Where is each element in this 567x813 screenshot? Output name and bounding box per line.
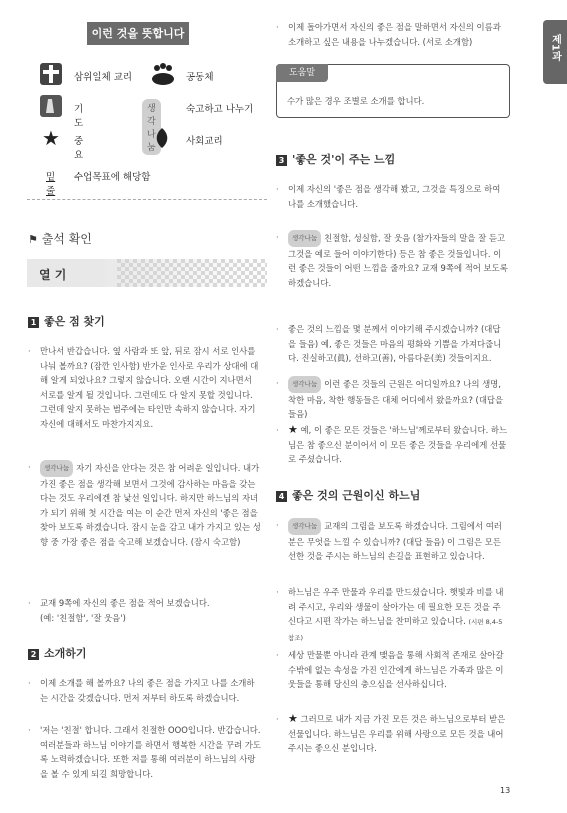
opening-bar [27, 259, 267, 287]
divider [27, 199, 267, 200]
paragraph: · ★ 예, 이 좋은 모든 것들은 '하느님'께로부터 왔습니다. 하느님은 참 좋으신 분이어서 이 모든 좋은 것들을 우리에게 선물로 주셨습니다. [288, 423, 508, 467]
think-share-tag: 생각나눔 [288, 376, 321, 393]
paragraph: · 생각나눔 교재의 그림을 보도록 하겠습니다. 그림에서 여러분은 무엇을 느낄 수 있습니까? (대답 들음) 이 그림은 모든 선한 것을 주시는 하느님의 손길을 표현하고 있습니다. [288, 518, 508, 564]
paragraph: · ★ 그러므로 내가 지금 가진 모든 것은 하느님으로부터 받은 선물입니다. 하느님은 우리를 위해 사랑으로 모든 것을 내어 주시는 좋으신 분입니다. [288, 712, 508, 756]
paragraph: · 세상 만물뿐 아니라 관계 맺음을 통해 사회적 존재로 살아갈 수밖에 없는 속성을 가진 인간에게 하느님은 가족과 많은 이웃들을 통해 당신의 충으심을 선사하십니다. [288, 648, 508, 692]
flag-icon: ⚑ [28, 233, 38, 246]
legend-label: 기도 [74, 104, 84, 129]
star-icon: ★ [42, 126, 60, 150]
paragraph: · 생각나눔 친절함, 성실함, 잘 웃음 (참가자들의 말을 잘 듣고 그것을 예로 들어 이야기한다) 등은 참 좋은 것들입니다. 이런 좋은 것들이 어떤 느낌을 줄까요? 교재 9쪽에 적어 보도록 하겠습니다. [288, 230, 508, 290]
underline-sample: 밑줄 [46, 172, 56, 197]
paragraph: · 만나서 반갑습니다. 옆 사람과 또 앞, 뒤로 잠시 서로 인사를 나눠 볼까요? (잠깐 인사함) 반가운 인사로 우리가 상대에 대해 알게 되었나요? 그렇지 않습니다. 오랜 시간이 지나면서 서로를 알게 될 것입니다. 그런데도 다 알지 못할 것입니다. 그런데 알지 못하는 범주에는 타인만 속하지 않습니다. 자기 자신에 대해서도 마찬가지지요. [40, 344, 262, 432]
section-4-heading: 4 좋은 것의 근원이신 하느님 [276, 487, 420, 503]
attendance-heading: ⚑ 출석 확인 [28, 232, 92, 246]
section-2-heading: 2 소개하기 [28, 645, 87, 661]
help-title: 도움말 [276, 64, 328, 82]
think-share-tag: 생각나눔 [142, 99, 161, 155]
star-icon: ★ [288, 712, 298, 725]
chapter-tab[interactable]: 제1과 [543, 20, 567, 84]
page-number: 13 [500, 786, 511, 795]
checker-pattern [117, 259, 267, 287]
think-share-tag: 생각나눔 [40, 460, 73, 477]
leaf-icon [154, 127, 170, 153]
help-box [276, 64, 510, 118]
opening-title: 열 기 [39, 268, 67, 282]
legend-label: 공동체 [186, 72, 214, 83]
think-share-tag: 생각나눔 [288, 230, 321, 247]
section-3-heading: 3 '좋은 것'이 주는 느낌 [276, 151, 395, 167]
legend-label: 수업목표에 해당함 [74, 172, 151, 183]
legend-label: 중요 [74, 136, 84, 161]
section-1-heading: 1 좋은 점 찾기 [28, 313, 105, 329]
cross-icon [40, 63, 62, 85]
think-share-tag: 생각나눔 [288, 518, 321, 535]
paragraph: · 이제 자신의 '좋은 점을 생각해 봤고, 그것을 특징으로 하여 나를 소개했습니다. [288, 182, 508, 211]
legend-header: 이런 것을 뜻합니다 [87, 22, 189, 45]
paragraph: · '저는 '친절' 합니다. 그래서 친절한 OOO입니다. 반갑습니다. 여러분들과 하느님 이야기를 하면서 행복한 시간을 꾸려 가도록 노력하겠습니다. 또한 저를 통해 여러분이 하느님의 사랑을 볼 수 있게 되길 희망합니다. [40, 723, 262, 781]
praying-hands-icon [40, 95, 62, 117]
paragraph: · 좋은 것의 느낌을 몇 분께서 이야기해 주시겠습니까? (대답을 들음) 예, 좋은 것들은 마음의 평화와 기쁨을 가져다줍니다. 진실하고(眞), 선하고(善), 아름다운(美) 것들이지요. [288, 322, 508, 366]
star-icon: ★ [288, 423, 298, 436]
paragraph: · 하느님은 우주 만물과 우리를 만드셨습니다. 햇빛과 비를 내려 주시고, 우리와 생물이 살아가는 데 필요한 모든 것을 주신다고 시편 작가는 하느님을 찬미하고 있습니다. (시편 8,4-5 참조) [288, 585, 508, 645]
people-icon [150, 63, 176, 85]
paragraph: · 교재 9쪽에 자신의 좋은 점을 적어 보겠습니다. (예: '친절함', '잘 웃음') [40, 596, 262, 625]
paragraph: · 생각나눔 이런 좋은 것들의 근원은 어디일까요? 나의 생명, 착한 마음, 착한 행동들은 대체 어디에서 왔을까요? (대답을 들음) [288, 376, 508, 422]
legend-label: 삼위일체 교리 [74, 72, 133, 83]
help-text: 수가 많은 경우 조별로 소개를 합니다. [287, 96, 425, 106]
paragraph: · 이제 돌아가면서 자신의 좋은 점을 말하면서 자신의 이름과 소개하고 싶은 내용을 나누겠습니다. (서로 소개함) [288, 20, 508, 49]
legend-label: 사회교리 [186, 136, 223, 147]
legend-label: 숙고하고 나누기 [186, 104, 254, 115]
paragraph: · 생각나눔 자기 자신을 안다는 것은 참 어려운 일입니다. 내가 가진 좋은 점을 생각해 보면서 그것에 감사하는 마음을 갖는다는 것도 우리에겐 참 낯선 일입니다. 하지만 하느님의 자녀가 되기 위해 첫 시간을 여는 이 순간 먼저 자신의 '좋은 점을 찾아 보도록 하겠습니다. 잠시 눈을 감고 내가 가지고 있는 성향 중 가장 좋은 점을 숙고해 보겠습니다. (잠시 숙고함) [40, 460, 262, 550]
paragraph: · 이제 소개를 해 볼까요? 나의 좋은 점을 가지고 나를 소개하는 시간을 갖겠습니다. 먼저 저부터 하도록 하겠습니다. [40, 676, 262, 705]
